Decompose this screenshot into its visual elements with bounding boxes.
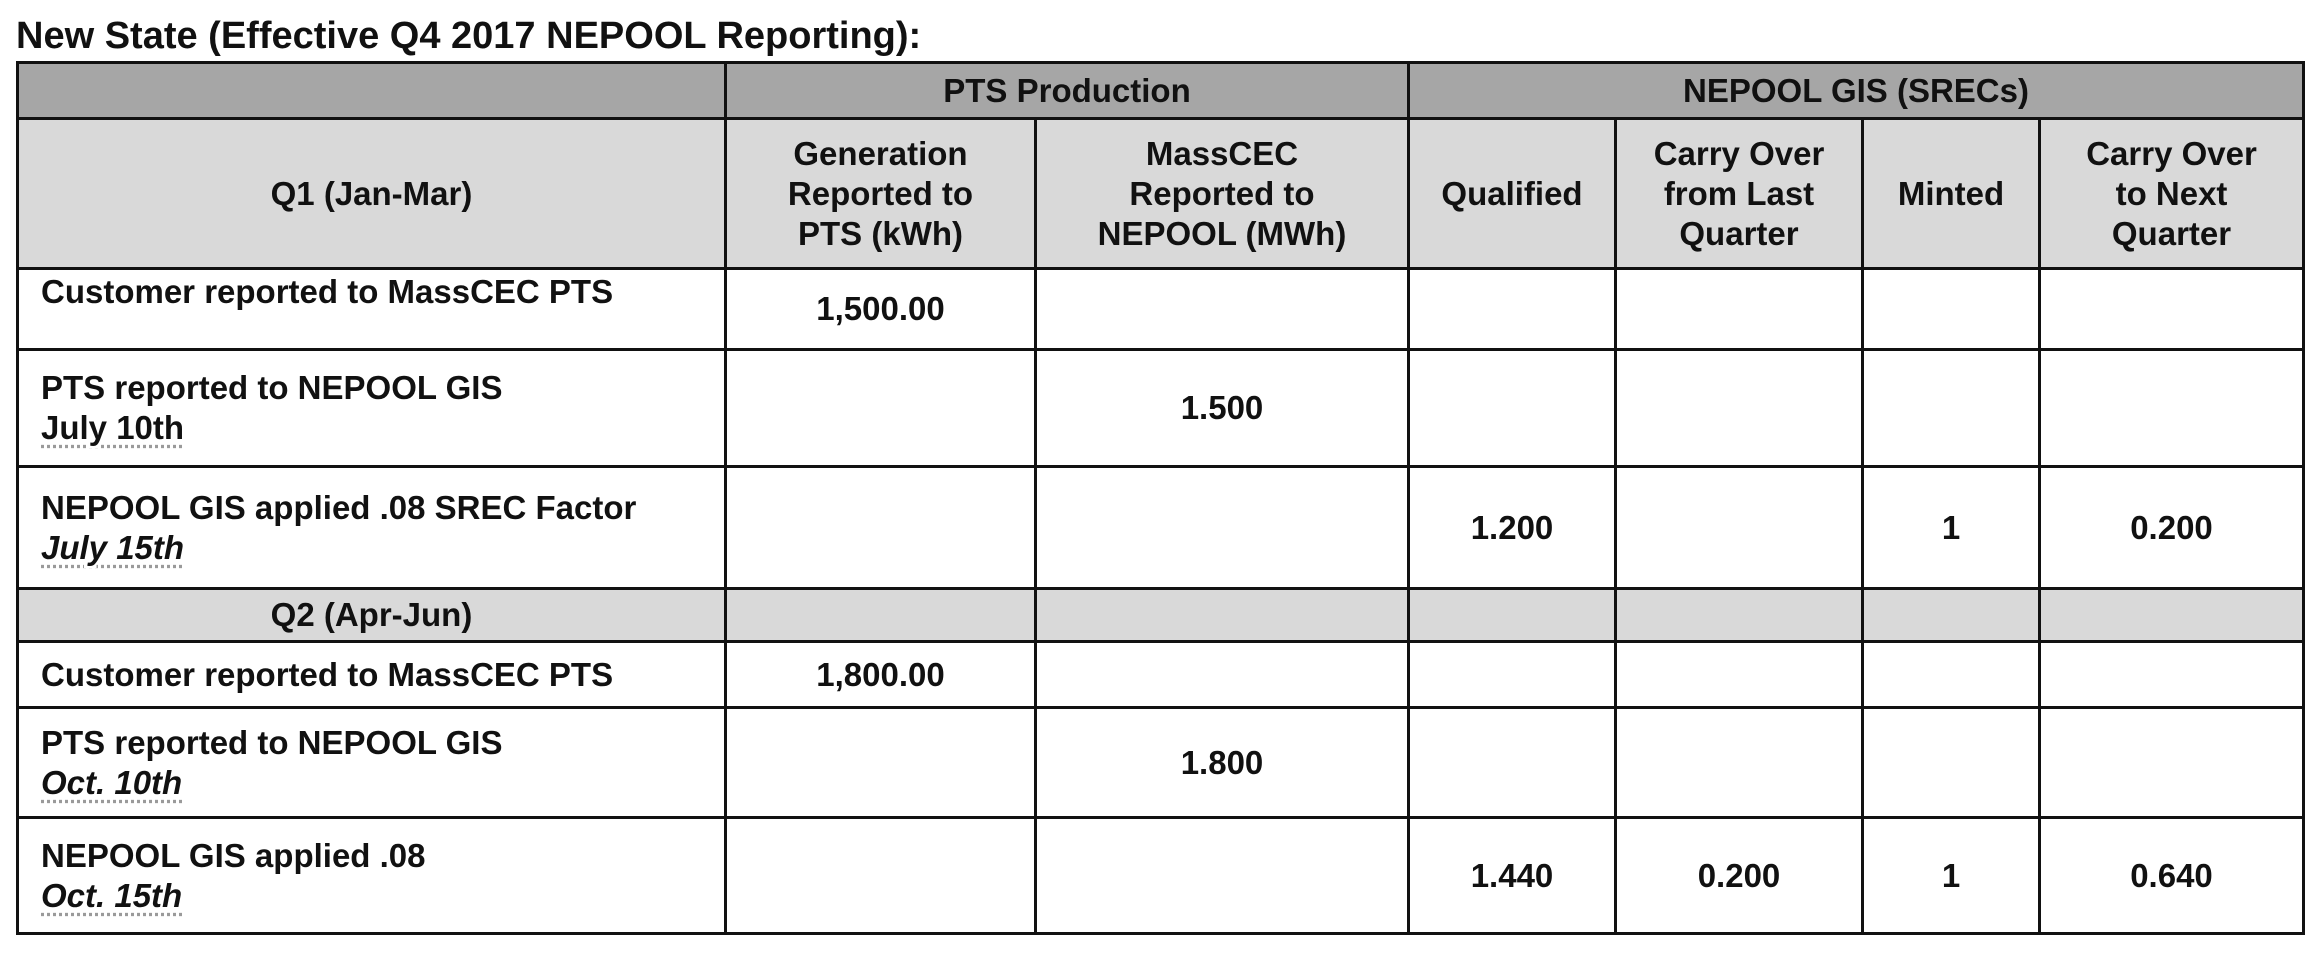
row-label-text: NEPOOL GIS applied .08 (41, 836, 426, 874)
cell-generation: 1,500.00 (726, 269, 1036, 350)
row-label-text: Customer reported to MassCEC PTS (41, 655, 614, 693)
row-label-text: NEPOOL GIS applied .08 SREC Factor (41, 488, 637, 526)
column-header-row (18, 119, 2304, 269)
column-header-carry-last: Carry Over from Last Quarter (1616, 119, 1863, 269)
column-header-carry-next: Carry Over to Next Quarter (2040, 119, 2304, 269)
cell-carry-next: 0.640 (2040, 818, 2304, 934)
cell-qualified (1409, 350, 1616, 467)
row-label (18, 642, 726, 708)
cell-carry-next: 0.200 (2040, 467, 2304, 589)
cell-masscec (1036, 642, 1409, 708)
cell-qualified (1409, 269, 1616, 350)
cell-minted: 1 (1863, 818, 2040, 934)
period-row-q2 (18, 589, 2304, 642)
column-header-masscec: MassCEC Reported to NEPOOL (MWh) (1036, 119, 1409, 269)
empty-cell (1409, 589, 1616, 642)
cell-generation (726, 350, 1036, 467)
empty-cell (726, 589, 1036, 642)
page-title: New State (Effective Q4 2017 NEPOOL Reporting): (16, 15, 922, 57)
cell-masscec (1036, 467, 1409, 589)
empty-cell (1036, 589, 1409, 642)
row-label-text: Customer reported to MassCEC PTS (41, 273, 614, 310)
column-header-minted: Minted (1863, 119, 2040, 269)
empty-cell (1863, 589, 2040, 642)
cell-minted (1863, 269, 2040, 350)
cell-carry-last (1616, 269, 1863, 350)
column-header-qualified: Qualified (1409, 119, 1616, 269)
table-row (18, 642, 2304, 708)
cell-qualified (1409, 708, 1616, 818)
cell-carry-last (1616, 642, 1863, 708)
row-label (18, 467, 726, 589)
empty-cell (2040, 589, 2304, 642)
srec-reporting-table (16, 61, 2305, 935)
cell-minted (1863, 350, 2040, 467)
cell-masscec (1036, 818, 1409, 934)
table-row (18, 708, 2304, 818)
table-row (18, 269, 2304, 350)
cell-carry-next (2040, 642, 2304, 708)
row-date: Oct. 10th (41, 763, 183, 801)
empty-cell (1616, 589, 1863, 642)
cell-minted: 1 (1863, 467, 2040, 589)
row-date: Oct. 15th (41, 876, 183, 914)
cell-carry-next (2040, 269, 2304, 350)
cell-carry-next (2040, 350, 2304, 467)
row-label (18, 350, 726, 467)
cell-qualified (1409, 642, 1616, 708)
band-pts-production: PTS Production (726, 63, 1409, 119)
cell-qualified: 1.200 (1409, 467, 1616, 589)
table-row (18, 467, 2304, 589)
cell-qualified: 1.440 (1409, 818, 1616, 934)
band-header-row (18, 63, 2304, 119)
cell-generation (726, 818, 1036, 934)
row-label (18, 269, 726, 350)
cell-masscec: 1.800 (1036, 708, 1409, 818)
cell-carry-last: 0.200 (1616, 818, 1863, 934)
row-label (18, 818, 726, 934)
row-label-text: PTS reported to NEPOOL GIS (41, 369, 503, 406)
cell-carry-last (1616, 467, 1863, 589)
cell-minted (1863, 642, 2040, 708)
cell-carry-next (2040, 708, 2304, 818)
cell-masscec (1036, 269, 1409, 350)
cell-generation (726, 467, 1036, 589)
row-date: July 15th (41, 528, 185, 566)
cell-generation (726, 708, 1036, 818)
row-label (18, 708, 726, 818)
cell-carry-last (1616, 350, 1863, 467)
period-header-q2: Q2 (Apr-Jun) (18, 589, 726, 642)
cell-minted (1863, 708, 2040, 818)
cell-generation: 1,800.00 (726, 642, 1036, 708)
table-row (18, 818, 2304, 934)
row-date: July 10th (41, 409, 185, 446)
period-header-q1: Q1 (Jan-Mar) (18, 119, 726, 269)
cell-masscec: 1.500 (1036, 350, 1409, 467)
cell-carry-last (1616, 708, 1863, 818)
band-nepool-gis: NEPOOL GIS (SRECs) (1409, 63, 2304, 119)
column-header-generation: Generation Reported to PTS (kWh) (726, 119, 1036, 269)
table-row (18, 350, 2304, 467)
band-blank (18, 63, 726, 119)
row-label-text: PTS reported to NEPOOL GIS (41, 723, 503, 761)
